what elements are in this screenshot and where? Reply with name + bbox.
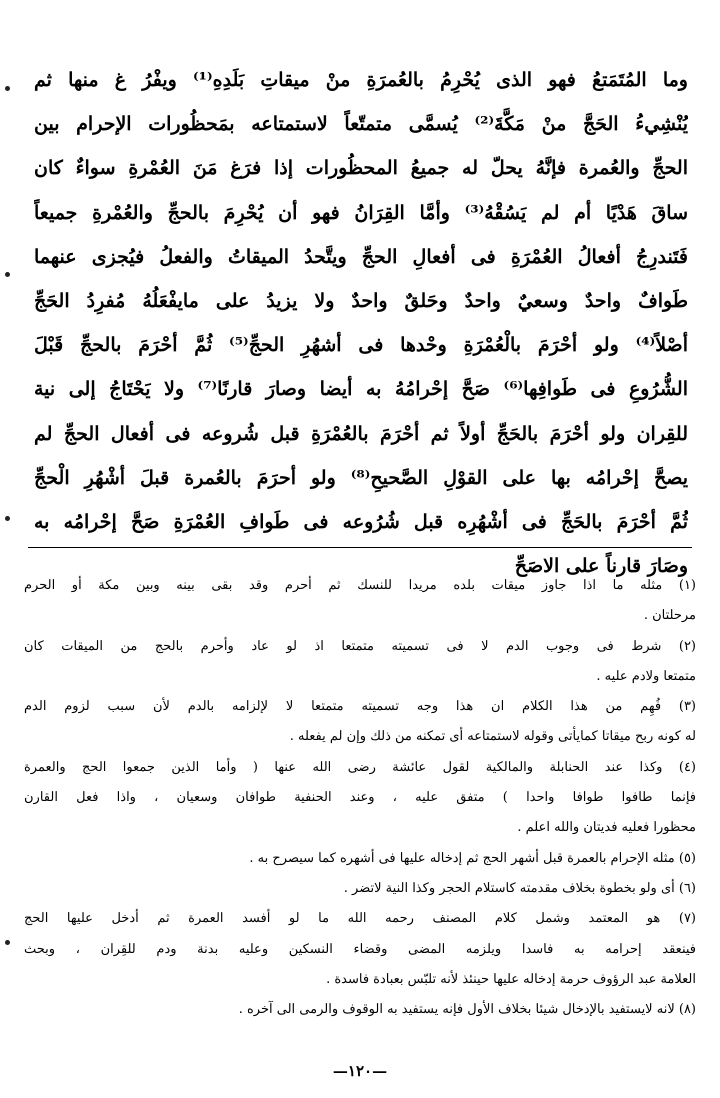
main-text-line: فَتَندرِجُ أفعالُ العُمْرَةِ فى أفعالِ الحجِّ ويتَّحدُ الميقاتُ والفعلُ فيُجزى عنهما: [34, 245, 688, 268]
footnote-line: متمتعا ولادم عليه .: [596, 668, 696, 684]
footnote-line: (٣) فُهِم من هذا الكلام ان هذا وجه تسميته متمتعا لا لإلزامه بالدم لأن سبب لزوم الدم: [24, 699, 696, 715]
footnote-line: (٤) وكذا عند الحنابلة والمالكية لقول عائشة رضى الله عنها ( وأما الذين جمعوا الحج والعمرة: [24, 759, 696, 775]
footnote-line: له كونه ربح ميقاتا كمايأتى وقوله لاستمتاعه أى تمكنه من ذلك وإن لم يفعله .: [289, 729, 696, 745]
main-text-line: وما المُتَمَتعُ فهو الذى يُحْرِمُ بالعُمرَةِ منْ ميقاتِ بَلَدِهِ⁽¹⁾ ويفْرُ غ منها ثم: [34, 69, 688, 91]
footnote-line: فإنما طافوا طوافا واحدا ) متفق عليه ، وعند الحنفية طوافان وسعيان ، واذا فعل القارن: [24, 790, 696, 806]
footnote-line: مرحلتان .: [643, 608, 696, 624]
footnote-line: (٢) شرط فى وجوب الدم لا فى تسميته متمتعا اذ لو عاد وأحرم بالحج من الميقات كان: [24, 638, 696, 654]
main-text-line: للقِران ولو أحْرَمَ بالحَجِّ أولاً ثم أحْرَمَ بالعُمْرَةِ قبل شُروعه فى أفعال الحجِّ لم: [34, 422, 688, 445]
binding-hole-mark: [5, 516, 10, 521]
footnote-line: (١) مثله ما اذا جاوز ميقات بلده مريدا للنسك ثم أحرم وقد بقى بينه وبين مكة أو الحرم: [24, 578, 696, 593]
footnote-line: محظورا فعليه فديتان والله اعلم .: [517, 820, 696, 836]
footnote-line: (٨) لانه لايستفيد بالإدخال شيئا بخلاف الأول فإنه يستفيد به الوقوف والرمى الى آخره .: [238, 1002, 696, 1018]
main-text-line: أصْلاً⁽⁴⁾ ولو أحْرَمَ بالْعُمْرَةِ وحْدها فى أشهُرِ الحجِّ⁽⁵⁾ ثُمَّ أحْرَمَ بالحجِّ قَبْلَ: [34, 334, 688, 357]
main-text-line: طَوافٌ واحدٌ وسعيٌ واحدٌ وحَلقٌ واحدٌ ولا يزيدُ على مايفْعَلُهُ مُفرِدُ الحَجِّ: [34, 289, 688, 312]
footnote-line: العلامة عبد الرؤوف حرمة إدخاله عليها حينئذ لأنه تلبّس بعبادة فاسدة .: [326, 971, 696, 987]
main-text-line: ثُمَّ أحْرَمَ بالحَجِّ فى أشْهُرِه قبل شُرُوعه فى طَوافِ العُمْرَةِ صَحَّ إحْرامُه به: [34, 510, 688, 533]
binding-hole-mark: [5, 272, 10, 277]
footnote-line: (٥) مثله الإحرام بالعمرة قبل أشهر الحج ثم إدخاله عليها فى أشهره كما سيصرح به .: [249, 850, 696, 866]
main-text-line: ساقَ هَدْيًا أم لم يَسُقْهُ⁽³⁾ وأمَّا القِرَانُ فهو أن يُحْرِمَ بالحجِّ والعُمْرةِ جميعاً: [34, 201, 688, 224]
binding-hole-mark: [5, 940, 10, 945]
main-text-line: يصحَّ إحْرامُه بها على القوْلِ الصَّحيحِ⁽⁸⁾ ولو أحرَمَ بالعُمرة قبلَ أشْهُرِ الْحجِّ: [34, 466, 688, 489]
main-text-block: [34, 58, 688, 588]
footnote-line: (٦) أى ولو بخطوة بخلاف مقدمته كاستلام الحجر وكذا النية لاتضر .: [343, 880, 696, 896]
footnote-separator: [28, 547, 692, 548]
main-text-line: الحجِّ والعُمرة فإنَّهُ يحلّ له جميعُ المحظُورات إذا فرَغ مَنَ العُمْرةِ سواءٌ كان: [34, 157, 688, 180]
footnote-line: (٧) هو المعتمد وشمل كلام المصنف رحمه الله ما لو أفسد العمرة ثم أدخل عليها الحج: [24, 911, 696, 927]
main-text-line: الشُّرُوعِ فى طَوافِها⁽⁶⁾ صَحَّ إحْرامُهُ به أيضا وصارَ قارنًا⁽⁷⁾ ولا يَحْتَاجُ إلى نية: [34, 378, 688, 401]
footnote-line: فينعقد إحرامه به فاسدا ويلزمه المضى وقضاء النسكين وعليه بدنة ودم للقِران ، وبحث: [24, 941, 696, 957]
main-text-line: وصَارَ قارناً على الاصَحِّ: [514, 555, 688, 578]
binding-hole-mark: [5, 86, 10, 91]
main-text-line: يُنْشِيءُ الحَجَّ منْ مَكَّةَ⁽²⁾ يُسمَّى متمتّعاً لاستمتاعه بمَحظُورات الإحرام بين: [34, 113, 688, 136]
page-number: —١٢٠—: [332, 1062, 388, 1080]
footnotes-block: [24, 571, 696, 1025]
